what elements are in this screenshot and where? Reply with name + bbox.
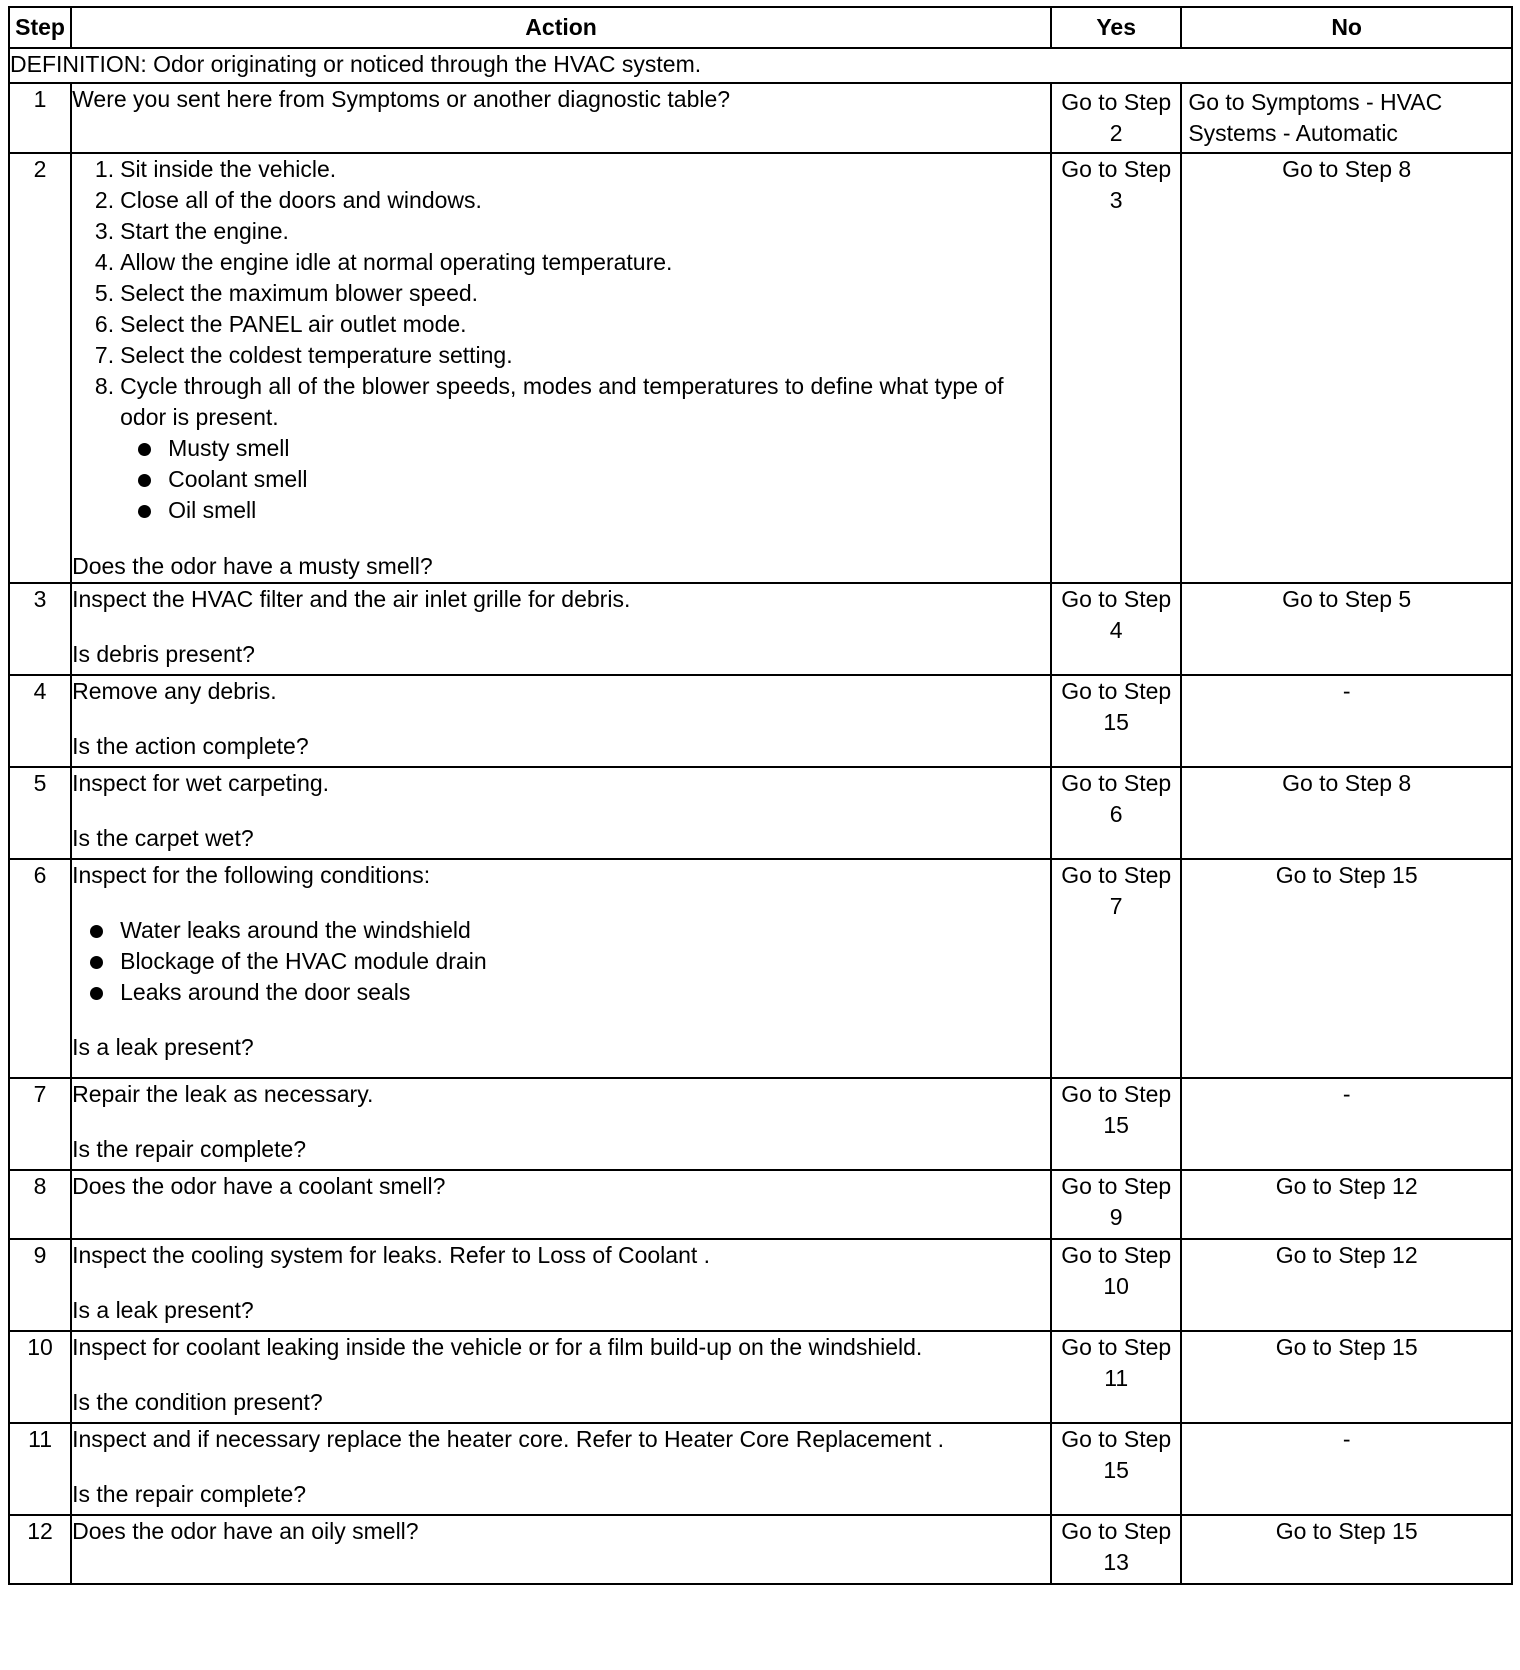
- header-step: Step: [9, 7, 71, 48]
- action-cell: [71, 859, 1051, 1078]
- definition-row: [9, 48, 1512, 83]
- no-result: Go to Step 12: [1181, 1170, 1512, 1239]
- step-number: 9: [9, 1239, 71, 1331]
- action-cell: [71, 1331, 1051, 1423]
- no-result: -: [1181, 1423, 1512, 1515]
- action-text: Does the odor have an oily smell?: [71, 1515, 1051, 1584]
- step-number: 1: [9, 83, 71, 153]
- step-number: 8: [9, 1170, 71, 1239]
- step-number: 3: [9, 583, 71, 675]
- step-number: 6: [9, 859, 71, 1078]
- no-result: Go to Step 15: [1181, 1331, 1512, 1423]
- definition-text: DEFINITION: Odor originating or noticed through the HVAC system.: [9, 48, 1512, 83]
- yes-result: Go to Step 13: [1051, 1515, 1181, 1584]
- yes-result: Go to Step 4: [1051, 583, 1181, 675]
- action-text: Inspect and if necessary replace the heater core. Refer to Heater Core Replacement .: [72, 1426, 945, 1452]
- action-cell: [71, 767, 1051, 859]
- no-result: Go to Step 8: [1181, 153, 1512, 583]
- procedure-item: 4. Allow the engine idle at normal operating temperature.: [94, 249, 673, 275]
- action-cell: [71, 1078, 1051, 1170]
- procedure-item: 8. Cycle through all of the blower speeds, modes and temperatures to define what type of odor is present. Musty smell Coolant smell Oil smell: [120, 371, 1050, 526]
- table-row: [9, 1170, 1512, 1239]
- procedure-item: 5. Select the maximum blower speed.: [94, 280, 479, 306]
- procedure-list: [72, 154, 1050, 526]
- action-cell: [71, 1239, 1051, 1331]
- step-number: 2: [9, 153, 71, 583]
- yes-result: Go to Step 15: [1051, 1423, 1181, 1515]
- yes-result: Go to Step 10: [1051, 1239, 1181, 1331]
- question-text: Is the carpet wet?: [72, 825, 254, 851]
- action-text: Were you sent here from Symptoms or another diagnostic table?: [71, 83, 1051, 153]
- condition-list: [72, 915, 1050, 1008]
- yes-result: Go to Step 6: [1051, 767, 1181, 859]
- yes-result: Go to Step 15: [1051, 675, 1181, 767]
- diagnostic-table: [8, 6, 1513, 1585]
- question-text: Is a leak present?: [72, 1034, 254, 1060]
- bullet-item: Coolant smell: [120, 464, 1050, 495]
- question-text: Is debris present?: [72, 641, 255, 667]
- bullet-item: Blockage of the HVAC module drain: [72, 946, 1050, 977]
- procedure-item: 7. Select the coldest temperature setting.: [94, 342, 513, 368]
- bullet-item: Oil smell: [120, 495, 1050, 526]
- question-text: Does the odor have a musty smell?: [72, 553, 433, 579]
- action-cell: [71, 1423, 1051, 1515]
- table-row: [9, 859, 1512, 1078]
- table-row: [9, 1239, 1512, 1331]
- question-text: Is the repair complete?: [72, 1136, 307, 1162]
- procedure-item: 2. Close all of the doors and windows.: [94, 187, 482, 213]
- question-text: Is the condition present?: [72, 1389, 323, 1415]
- yes-result: Go to Step 7: [1051, 859, 1181, 1078]
- yes-result: Go to Step 11: [1051, 1331, 1181, 1423]
- yes-result: Go to Step 3: [1051, 153, 1181, 583]
- header-row: [9, 7, 1512, 48]
- table-row: [9, 1423, 1512, 1515]
- procedure-item: 6. Select the PANEL air outlet mode.: [94, 311, 467, 337]
- question-text: Is a leak present?: [72, 1297, 254, 1323]
- step-number: 4: [9, 675, 71, 767]
- step-number: 7: [9, 1078, 71, 1170]
- action-cell: [71, 153, 1051, 583]
- table-row: [9, 1515, 1512, 1584]
- action-cell: [71, 675, 1051, 767]
- procedure-item: 1. Sit inside the vehicle.: [94, 156, 337, 182]
- action-text: Does the odor have a coolant smell?: [71, 1170, 1051, 1239]
- yes-result: Go to Step 2: [1051, 83, 1181, 153]
- yes-result: Go to Step 9: [1051, 1170, 1181, 1239]
- odor-type-list: [120, 433, 1050, 526]
- table-row: [9, 83, 1512, 153]
- step-number: 12: [9, 1515, 71, 1584]
- no-result: -: [1181, 1078, 1512, 1170]
- table-row: [9, 1331, 1512, 1423]
- header-no: No: [1181, 7, 1512, 48]
- action-text: Remove any debris.: [72, 678, 277, 704]
- table-row: [9, 767, 1512, 859]
- table-row: [9, 675, 1512, 767]
- no-result: Go to Symptoms - HVAC Systems - Automatic: [1181, 83, 1512, 153]
- action-text: Inspect for coolant leaking inside the vehicle or for a film build-up on the windshield.: [72, 1334, 923, 1360]
- step-number: 5: [9, 767, 71, 859]
- no-result: Go to Step 5: [1181, 583, 1512, 675]
- header-action: Action: [71, 7, 1051, 48]
- no-result: Go to Step 15: [1181, 859, 1512, 1078]
- action-text: Inspect for the following conditions:: [72, 862, 431, 888]
- question-text: Is the repair complete?: [72, 1481, 307, 1507]
- no-result: Go to Step 15: [1181, 1515, 1512, 1584]
- bullet-item: Leaks around the door seals: [72, 977, 1050, 1008]
- no-result: Go to Step 8: [1181, 767, 1512, 859]
- table-row: [9, 1078, 1512, 1170]
- header-yes: Yes: [1051, 7, 1181, 48]
- action-text: Inspect for wet carpeting.: [72, 770, 330, 796]
- bullet-item: Musty smell: [120, 433, 1050, 464]
- action-text: Inspect the cooling system for leaks. Refer to Loss of Coolant .: [72, 1242, 711, 1268]
- yes-result: Go to Step 15: [1051, 1078, 1181, 1170]
- table-row: [9, 153, 1512, 583]
- no-result: -: [1181, 675, 1512, 767]
- step-number: 10: [9, 1331, 71, 1423]
- question-text: Is the action complete?: [72, 733, 309, 759]
- action-text: Inspect the HVAC filter and the air inlet grille for debris.: [72, 586, 631, 612]
- no-result: Go to Step 12: [1181, 1239, 1512, 1331]
- step-number: 11: [9, 1423, 71, 1515]
- bullet-item: Water leaks around the windshield: [72, 915, 1050, 946]
- action-text: Repair the leak as necessary.: [72, 1081, 374, 1107]
- procedure-item: 3. Start the engine.: [94, 218, 289, 244]
- table-row: [9, 583, 1512, 675]
- action-cell: [71, 583, 1051, 675]
